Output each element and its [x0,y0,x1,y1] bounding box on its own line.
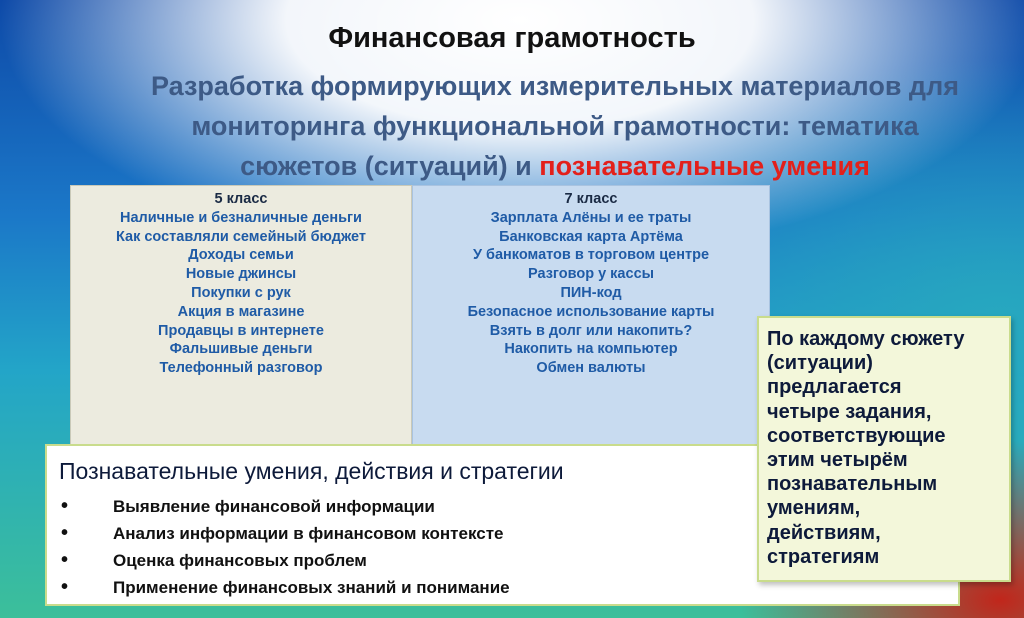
bullet-icon: • [61,495,69,517]
note-line: соответствующие [767,424,946,447]
grade-7-topic: Разговор у кассы [527,266,655,283]
bullet-icon: • [61,549,69,571]
grade-7-topic: Обмен валюты [536,360,646,377]
note-line: познавательным [767,473,938,496]
grade-7-topic: Накопить на компьютер [504,341,678,358]
grade-7-topics [412,185,770,445]
grade-5-topic: Продавцы в интернете [158,322,324,339]
note-line: По каждому сюжету [767,328,965,350]
grade-7-heading: 7 класс [564,191,618,207]
subtitle-line-1: Разработка формирующих измерительных материалов для [151,71,959,101]
grade-5-topics [70,185,412,445]
grade-5-topic: Новые джинсы [185,266,297,283]
subtitle-line-3-text: сюжетов (ситуаций) и [240,151,540,181]
subtitle-highlight: познавательные умения [539,151,870,181]
grade-7-topic: У банкоматов в торговом центре [472,247,710,264]
note-line: стратегиям [767,545,880,568]
grade-7-topic: Безопасное использование карты [467,303,715,320]
skills-heading: Познавательные умения, действия и стратегии [59,458,564,484]
subtitle-line-3 [90,146,1020,186]
note-line: четыре задания, [767,400,932,423]
note-line: умениям, [767,497,861,520]
note-line: этим четырём [767,449,908,472]
grade-5-topic: Акция в магазине [177,303,305,320]
grade-5-topic: Телефонный разговор [159,360,323,377]
bullet-icon: • [61,522,69,544]
grade-7-topic: Взять в долг или накопить? [489,322,693,339]
grade-5-topic: Наличные и безналичные деньги [120,209,362,226]
slide-subtitle [90,66,1020,186]
grade-5-topic: Фальшивые деньги [169,341,313,358]
bullet-icon: • [61,576,69,598]
grade-7-topic: ПИН-код [560,284,622,301]
grade-7-topic: Банковская карта Артёма [499,228,683,245]
slide-title: Финансовая грамотность [328,22,696,54]
skill-label: Выявление финансовой информации [113,497,435,516]
subtitle-line-2: мониторинга функциональной грамотности: тематика [191,111,919,141]
grade-5-topic: Доходы семьи [188,247,294,264]
grade-5-heading: 5 класс [214,191,268,207]
grade-5-topic: Покупки с рук [191,284,291,301]
skill-label: Применение финансовых знаний и понимание [113,578,510,597]
skill-label: Оценка финансовых проблем [113,551,367,570]
note-line: действиям, [767,521,881,544]
grade-5-topic: Как составляли семейный бюджет [115,228,367,245]
note-line: (ситуации) [767,352,873,375]
tasks-note-box [757,316,1011,582]
note-line: предлагается [767,376,902,399]
grade-7-topic: Зарплата Алёны и ее траты [490,209,692,226]
skill-label: Анализ информации в финансовом контексте [113,524,504,543]
